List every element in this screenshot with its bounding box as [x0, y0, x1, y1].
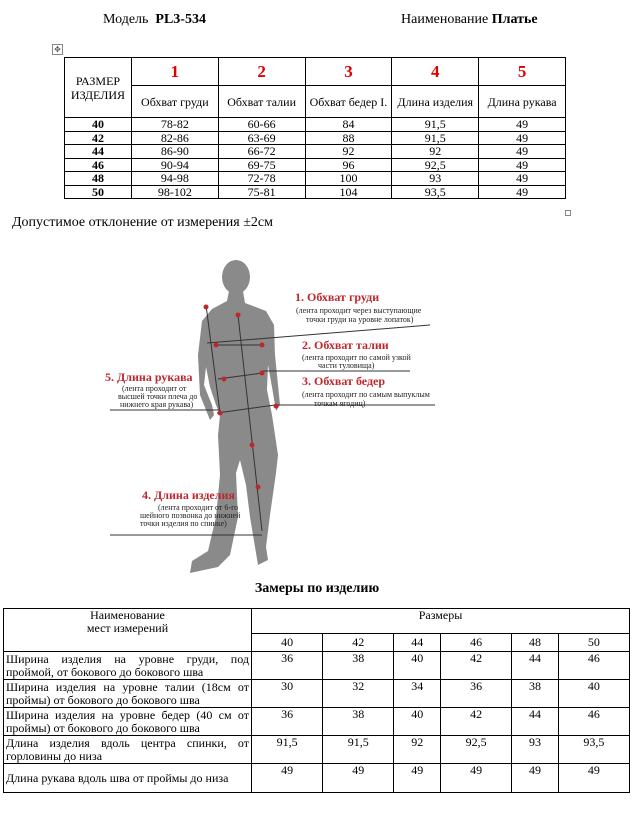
- value-cell: 49: [558, 764, 629, 793]
- size-col: 48: [512, 634, 559, 652]
- value-cell: 46: [558, 652, 629, 680]
- value-cell: 88: [305, 131, 392, 145]
- size-table: [64, 57, 566, 199]
- col-number-4: 4: [392, 58, 479, 86]
- value-cell: 46: [558, 708, 629, 736]
- m4-title: 4. Длина изделия: [142, 488, 235, 502]
- name-value: Платье: [491, 12, 538, 27]
- value-cell: 86-90: [131, 145, 218, 159]
- m2-title: 2. Обхват талии: [302, 338, 389, 352]
- model-line: [103, 12, 206, 28]
- value-cell: 96: [305, 158, 392, 172]
- value-cell: 32: [323, 680, 394, 708]
- table-row: [65, 131, 566, 145]
- measure-label: Длина изделия вдоль центра спинки, от горловины до низа: [4, 736, 252, 764]
- value-cell: 49: [479, 172, 566, 186]
- value-cell: 91,5: [392, 118, 479, 132]
- value-cell: 49: [479, 118, 566, 132]
- table-row: [65, 118, 566, 132]
- value-cell: 60-66: [218, 118, 305, 132]
- col-number-3: 3: [305, 58, 392, 86]
- value-cell: 84: [305, 118, 392, 132]
- col-label-hips: Обхват бедер I.: [305, 86, 392, 118]
- value-cell: 42: [440, 652, 511, 680]
- value-cell: 49: [479, 131, 566, 145]
- m5-desc-1: (лента проходит от: [122, 384, 187, 393]
- sizes-header: Размеры: [252, 609, 630, 634]
- tolerance-note: Допустимое отклонение от измерения ±2см: [12, 215, 273, 230]
- name-header: [4, 609, 252, 652]
- table-row: [65, 158, 566, 172]
- value-cell: 49: [479, 158, 566, 172]
- value-cell: 38: [512, 680, 559, 708]
- value-cell: 49: [479, 185, 566, 199]
- m3-title: 3. Обхват бедер: [302, 374, 386, 388]
- table-row: [65, 145, 566, 159]
- table-row: [4, 680, 630, 708]
- value-cell: 34: [394, 680, 441, 708]
- measure-label: Длина рукава вдоль шва от проймы до низа: [4, 764, 252, 793]
- size-col: 40: [252, 634, 323, 652]
- m3-desc-2: точкам ягодиц): [314, 399, 366, 408]
- name-label: Наименование: [401, 12, 489, 27]
- value-cell: 104: [305, 185, 392, 199]
- value-cell: 49: [394, 764, 441, 793]
- value-cell: 92: [394, 736, 441, 764]
- value-cell: 93: [512, 736, 559, 764]
- value-cell: 93,5: [558, 736, 629, 764]
- value-cell: 82-86: [131, 131, 218, 145]
- value-cell: 92: [392, 145, 479, 159]
- value-cell: 36: [252, 652, 323, 680]
- m1-desc-1: (лента проходит через выступающие: [296, 306, 422, 315]
- m1-desc-2: точки груди на уровне лопаток): [306, 315, 414, 324]
- model-label: Модель: [103, 12, 149, 27]
- value-cell: 40: [394, 652, 441, 680]
- m5-title: 5. Длина рукава: [105, 370, 193, 384]
- value-cell: 78-82: [131, 118, 218, 132]
- m1-title: 1. Обхват груди: [295, 290, 380, 304]
- m2-desc-2: части туловища): [318, 361, 375, 370]
- size-cell: 44: [65, 145, 132, 159]
- col-label-waist: Обхват талии: [218, 86, 305, 118]
- value-cell: 75-81: [218, 185, 305, 199]
- value-cell: 93,5: [392, 185, 479, 199]
- measurement-figure: [90, 255, 450, 575]
- col-number-5: 5: [479, 58, 566, 86]
- value-cell: 40: [558, 680, 629, 708]
- value-cell: 38: [323, 708, 394, 736]
- size-cell: 48: [65, 172, 132, 186]
- table-resize-handle[interactable]: [565, 210, 571, 216]
- value-cell: 49: [479, 145, 566, 159]
- value-cell: 100: [305, 172, 392, 186]
- value-cell: 91,5: [323, 736, 394, 764]
- table-row: [65, 172, 566, 186]
- size-col: 44: [394, 634, 441, 652]
- m5-desc-2: высшей точки плеча до: [118, 392, 198, 401]
- value-cell: 94-98: [131, 172, 218, 186]
- value-cell: 36: [440, 680, 511, 708]
- m5-desc-3: нижнего края рукава): [120, 400, 194, 409]
- value-cell: 30: [252, 680, 323, 708]
- name-header-line1: Наименование: [90, 608, 165, 622]
- size-cell: 46: [65, 158, 132, 172]
- size-col: 46: [440, 634, 511, 652]
- value-cell: 42: [440, 708, 511, 736]
- col-label-length: Длина изделия: [392, 86, 479, 118]
- name-line: [401, 12, 538, 28]
- table-row: [4, 652, 630, 680]
- value-cell: 90-94: [131, 158, 218, 172]
- size-col: 42: [323, 634, 394, 652]
- value-cell: 66-72: [218, 145, 305, 159]
- value-cell: 92,5: [440, 736, 511, 764]
- value-cell: 49: [252, 764, 323, 793]
- m2-desc-1: (лента проходит по самой узкой: [302, 353, 411, 362]
- value-cell: 63-69: [218, 131, 305, 145]
- value-cell: 93: [392, 172, 479, 186]
- table-row: [4, 764, 630, 793]
- value-cell: 44: [512, 708, 559, 736]
- value-cell: 44: [512, 652, 559, 680]
- model-value: PL3-534: [155, 12, 206, 27]
- col-number-2: 2: [218, 58, 305, 86]
- col-label-sleeve: Длина рукава: [479, 86, 566, 118]
- value-cell: 49: [512, 764, 559, 793]
- value-cell: 98-102: [131, 185, 218, 199]
- size-cell: 40: [65, 118, 132, 132]
- product-table-title: Замеры по изделию: [254, 581, 380, 596]
- value-cell: 72-78: [218, 172, 305, 186]
- size-cell: 42: [65, 131, 132, 145]
- size-header: РАЗМЕР ИЗДЕЛИЯ: [65, 58, 132, 118]
- m3-desc-1: (лента проходит по самым выпуклым: [302, 390, 430, 399]
- name-header-line2: мест измерений: [86, 621, 169, 635]
- size-col: 50: [558, 634, 629, 652]
- col-number-1: 1: [131, 58, 218, 86]
- size-cell: 50: [65, 185, 132, 199]
- table-row: [4, 736, 630, 764]
- value-cell: 40: [394, 708, 441, 736]
- value-cell: 91,5: [392, 131, 479, 145]
- value-cell: 92,5: [392, 158, 479, 172]
- value-cell: 69-75: [218, 158, 305, 172]
- measure-label: Ширина изделия на уровне бедер (40 см от проймы) от бокового до бокового шва: [4, 708, 252, 736]
- value-cell: 36: [252, 708, 323, 736]
- table-row: [65, 185, 566, 199]
- value-cell: 92: [305, 145, 392, 159]
- value-cell: 49: [323, 764, 394, 793]
- measure-label: Ширина изделия на уровне талии (18см от проймы) от бокового до бокового шва: [4, 680, 252, 708]
- m4-desc-3: точки изделия по спинке): [140, 519, 227, 528]
- m4-desc-1: (лента проходит от 6-го: [158, 503, 239, 512]
- col-label-chest: Обхват груди: [131, 86, 218, 118]
- table-row: [4, 708, 630, 736]
- value-cell: 49: [440, 764, 511, 793]
- table-move-icon[interactable]: ✥: [52, 44, 63, 55]
- value-cell: 38: [323, 652, 394, 680]
- product-table: [3, 608, 630, 793]
- measure-label: Ширина изделия на уровне груди, под проймой, от бокового до бокового шва: [4, 652, 252, 680]
- m4-desc-2: шейного позвонка до нижней: [140, 511, 241, 520]
- value-cell: 91,5: [252, 736, 323, 764]
